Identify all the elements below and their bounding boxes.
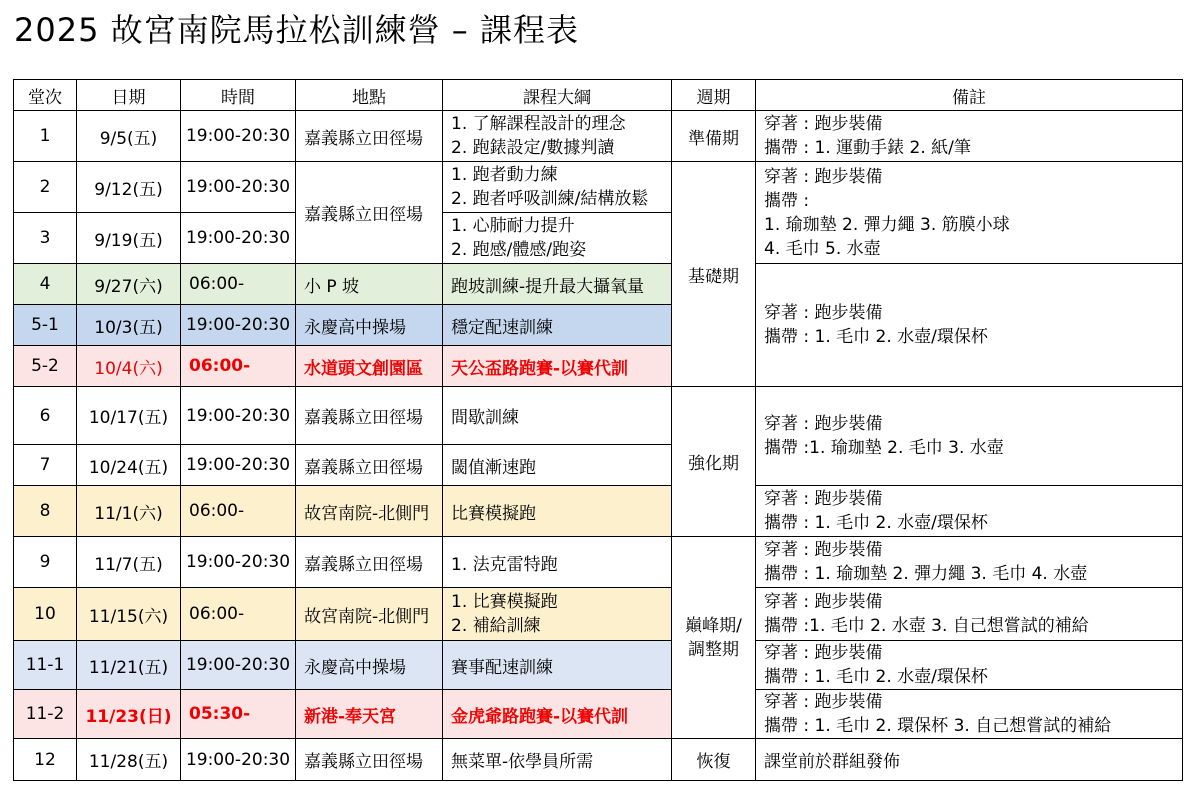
table-row xyxy=(14,588,1183,641)
date-cell: 11/7(五) xyxy=(77,537,181,588)
location-cell: 小 P 坡 xyxy=(296,264,443,305)
notes-cell xyxy=(756,387,1183,486)
location-cell: 嘉義縣立田徑場 xyxy=(296,739,443,781)
table-row xyxy=(14,264,1183,305)
session-cell: 3 xyxy=(14,213,77,264)
time-cell: 19:00-20:30 xyxy=(181,162,296,213)
note-line: 穿著 : 跑步裝備 xyxy=(764,692,883,712)
date-cell: 10/17(五) xyxy=(77,387,181,445)
outline-cell: 賽事配速訓練 xyxy=(443,641,672,690)
outline-line: 2. 跑者呼吸訓練/結構放鬆 xyxy=(451,189,649,209)
session-cell: 9 xyxy=(14,537,77,588)
date-cell: 9/19(五) xyxy=(77,213,181,264)
time-cell: 05:30- xyxy=(181,690,296,739)
note-line: 攜帶 : xyxy=(764,190,810,211)
note-line: 1. 瑜珈墊 2. 彈力繩 3. 筋膜小球 xyxy=(764,214,1010,235)
note-line: 攜帶 : 1. 瑜珈墊 2. 彈力繩 3. 毛巾 4. 水壺 xyxy=(764,564,1088,584)
header-cell: 時間 xyxy=(181,80,296,111)
outline-cell: 閾值漸速跑 xyxy=(443,445,672,486)
session-cell: 11-2 xyxy=(14,690,77,739)
note-line: 穿著 : 跑步裝備 xyxy=(764,540,883,560)
date-cell: 11/1(六) xyxy=(77,486,181,537)
location-cell: 故宮南院-北側門 xyxy=(296,486,443,537)
table-row xyxy=(14,641,1183,690)
note-line: 攜帶 :1. 瑜珈墊 2. 毛巾 3. 水壺 xyxy=(764,438,1004,458)
note-line: 穿著 : 跑步裝備 xyxy=(764,592,883,612)
location-cell: 永慶高中操場 xyxy=(296,305,443,346)
session-cell: 6 xyxy=(14,387,77,445)
time-cell: 19:00-20:30 xyxy=(181,213,296,264)
header-cell: 備註 xyxy=(756,80,1183,111)
header-cell: 地點 xyxy=(296,80,443,111)
time-cell: 19:00-20:30 xyxy=(181,739,296,781)
notes-cell xyxy=(756,641,1183,690)
header-cell: 日期 xyxy=(77,80,181,111)
time-cell: 19:00-20:30 xyxy=(181,111,296,162)
note-line: 4. 毛巾 5. 水壺 xyxy=(764,238,881,259)
date-cell: 11/28(五) xyxy=(77,739,181,781)
note-line: 穿著 : 跑步裝備 xyxy=(764,303,883,323)
notes-cell: 課堂前於群組發佈 xyxy=(756,739,1183,781)
notes-cell xyxy=(756,486,1183,537)
session-cell: 2 xyxy=(14,162,77,213)
time-cell: 19:00-20:30 xyxy=(181,445,296,486)
time-cell: 06:00- xyxy=(181,486,296,537)
outline-cell: 1. 法克雷特跑 xyxy=(443,537,672,588)
time-cell: 19:00-20:30 xyxy=(181,641,296,690)
time-cell: 19:00-20:30 xyxy=(181,387,296,445)
outline-cell: 金虎爺路跑賽-以賽代訓 xyxy=(443,690,672,739)
header-cell: 週期 xyxy=(672,80,756,111)
note-line: 攜帶 : 1. 毛巾 2. 環保杯 3. 自己想嘗試的補給 xyxy=(764,716,1112,736)
date-cell: 11/15(六) xyxy=(77,588,181,641)
date-cell: 10/4(六) xyxy=(77,346,181,387)
note-line: 穿著 : 跑步裝備 xyxy=(764,414,883,434)
outline-cell xyxy=(443,162,672,213)
session-cell: 7 xyxy=(14,445,77,486)
time-cell: 06:00- xyxy=(181,264,296,305)
date-cell: 9/5(五) xyxy=(77,111,181,162)
header-cell: 堂次 xyxy=(14,80,77,111)
notes-cell xyxy=(756,588,1183,641)
notes-cell xyxy=(756,537,1183,588)
time-cell: 06:00- xyxy=(181,346,296,387)
note-line: 穿著 : 跑步裝備 xyxy=(764,166,883,187)
note-line: 攜帶 : 1. 毛巾 2. 水壺/環保杯 xyxy=(764,513,988,533)
time-cell: 06:00- xyxy=(181,588,296,641)
outline-line: 2. 跑感/體感/跑姿 xyxy=(451,240,587,260)
table-row xyxy=(14,739,1183,781)
outline-cell: 無菜單-依學員所需 xyxy=(443,739,672,781)
header-cell: 課程大綱 xyxy=(443,80,672,111)
location-cell: 嘉義縣立田徑場 xyxy=(296,111,443,162)
table-row xyxy=(14,537,1183,588)
session-cell: 5-2 xyxy=(14,346,77,387)
outline-line: 1. 比賽模擬跑 xyxy=(451,592,558,612)
session-cell: 10 xyxy=(14,588,77,641)
page-title: 2025 故宮南院馬拉松訓練營 – 課程表 xyxy=(14,11,579,49)
outline-cell: 穩定配速訓練 xyxy=(443,305,672,346)
session-cell: 8 xyxy=(14,486,77,537)
outline-cell: 間歇訓練 xyxy=(443,387,672,445)
table-row xyxy=(14,690,1183,739)
date-cell: 11/21(五) xyxy=(77,641,181,690)
date-cell: 9/27(六) xyxy=(77,264,181,305)
note-line: 攜帶 : 1. 毛巾 2. 水壺/環保杯 xyxy=(764,327,988,347)
note-line: 穿著 : 跑步裝備 xyxy=(764,489,883,509)
outline-cell: 比賽模擬跑 xyxy=(443,486,672,537)
date-cell: 9/12(五) xyxy=(77,162,181,213)
table-row xyxy=(14,111,1183,162)
period-line: 巔峰期/ xyxy=(685,615,742,636)
note-line: 攜帶 : 1. 毛巾 2. 水壺/環保杯 xyxy=(764,667,988,687)
table-row xyxy=(14,486,1183,537)
notes-cell xyxy=(756,690,1183,739)
period-line: 調整期 xyxy=(688,639,739,660)
outline-cell: 跑坡訓練-提升最大攝氧量 xyxy=(443,264,672,305)
period-cell: 恢復 xyxy=(672,739,756,781)
outline-cell xyxy=(443,111,672,162)
date-cell: 11/23(日) xyxy=(77,690,181,739)
outline-line: 1. 了解課程設計的理念 xyxy=(451,114,626,134)
period-cell: 強化期 xyxy=(672,387,756,537)
session-cell: 5-1 xyxy=(14,305,77,346)
session-cell: 4 xyxy=(14,264,77,305)
location-cell: 故宮南院-北側門 xyxy=(296,588,443,641)
note-line: 穿著 : 跑步裝備 xyxy=(764,643,883,663)
notes-cell xyxy=(756,264,1183,387)
time-cell: 19:00-20:30 xyxy=(181,305,296,346)
notes-cell xyxy=(756,162,1183,264)
location-cell: 嘉義縣立田徑場 xyxy=(296,387,443,445)
table-header-row xyxy=(14,80,1183,111)
note-line: 攜帶 : 1. 運動手錶 2. 紙/筆 xyxy=(764,138,971,158)
outline-cell xyxy=(443,213,672,264)
outline-cell: 天公盃路跑賽-以賽代訓 xyxy=(443,346,672,387)
location-cell: 嘉義縣立田徑場 xyxy=(296,445,443,486)
location-cell: 永慶高中操場 xyxy=(296,641,443,690)
period-cell xyxy=(672,537,756,739)
outline-line: 2. 跑錶設定/數據判讀 xyxy=(451,138,615,158)
session-cell: 11-1 xyxy=(14,641,77,690)
note-line: 穿著 : 跑步裝備 xyxy=(764,114,883,134)
location-cell: 嘉義縣立田徑場 xyxy=(296,537,443,588)
location-cell: 新港-奉天宮 xyxy=(296,690,443,739)
table-row xyxy=(14,162,1183,213)
outline-line: 1. 心肺耐力提升 xyxy=(451,216,575,236)
session-cell: 12 xyxy=(14,739,77,781)
date-cell: 10/3(五) xyxy=(77,305,181,346)
notes-cell xyxy=(756,111,1183,162)
period-cell: 基礎期 xyxy=(672,162,756,387)
outline-cell xyxy=(443,588,672,641)
outline-line: 2. 補給訓練 xyxy=(451,616,541,636)
location-cell: 嘉義縣立田徑場 xyxy=(296,162,443,264)
table-row xyxy=(14,387,1183,445)
course-schedule-table xyxy=(13,79,1183,781)
outline-line: 1. 跑者動力練 xyxy=(451,165,558,185)
location-cell: 水道頭文創園區 xyxy=(296,346,443,387)
note-line: 攜帶 :1. 毛巾 2. 水壺 3. 自己想嘗試的補給 xyxy=(764,616,1089,636)
session-cell: 1 xyxy=(14,111,77,162)
time-cell: 19:00-20:30 xyxy=(181,537,296,588)
date-cell: 10/24(五) xyxy=(77,445,181,486)
period-cell: 準備期 xyxy=(672,111,756,162)
